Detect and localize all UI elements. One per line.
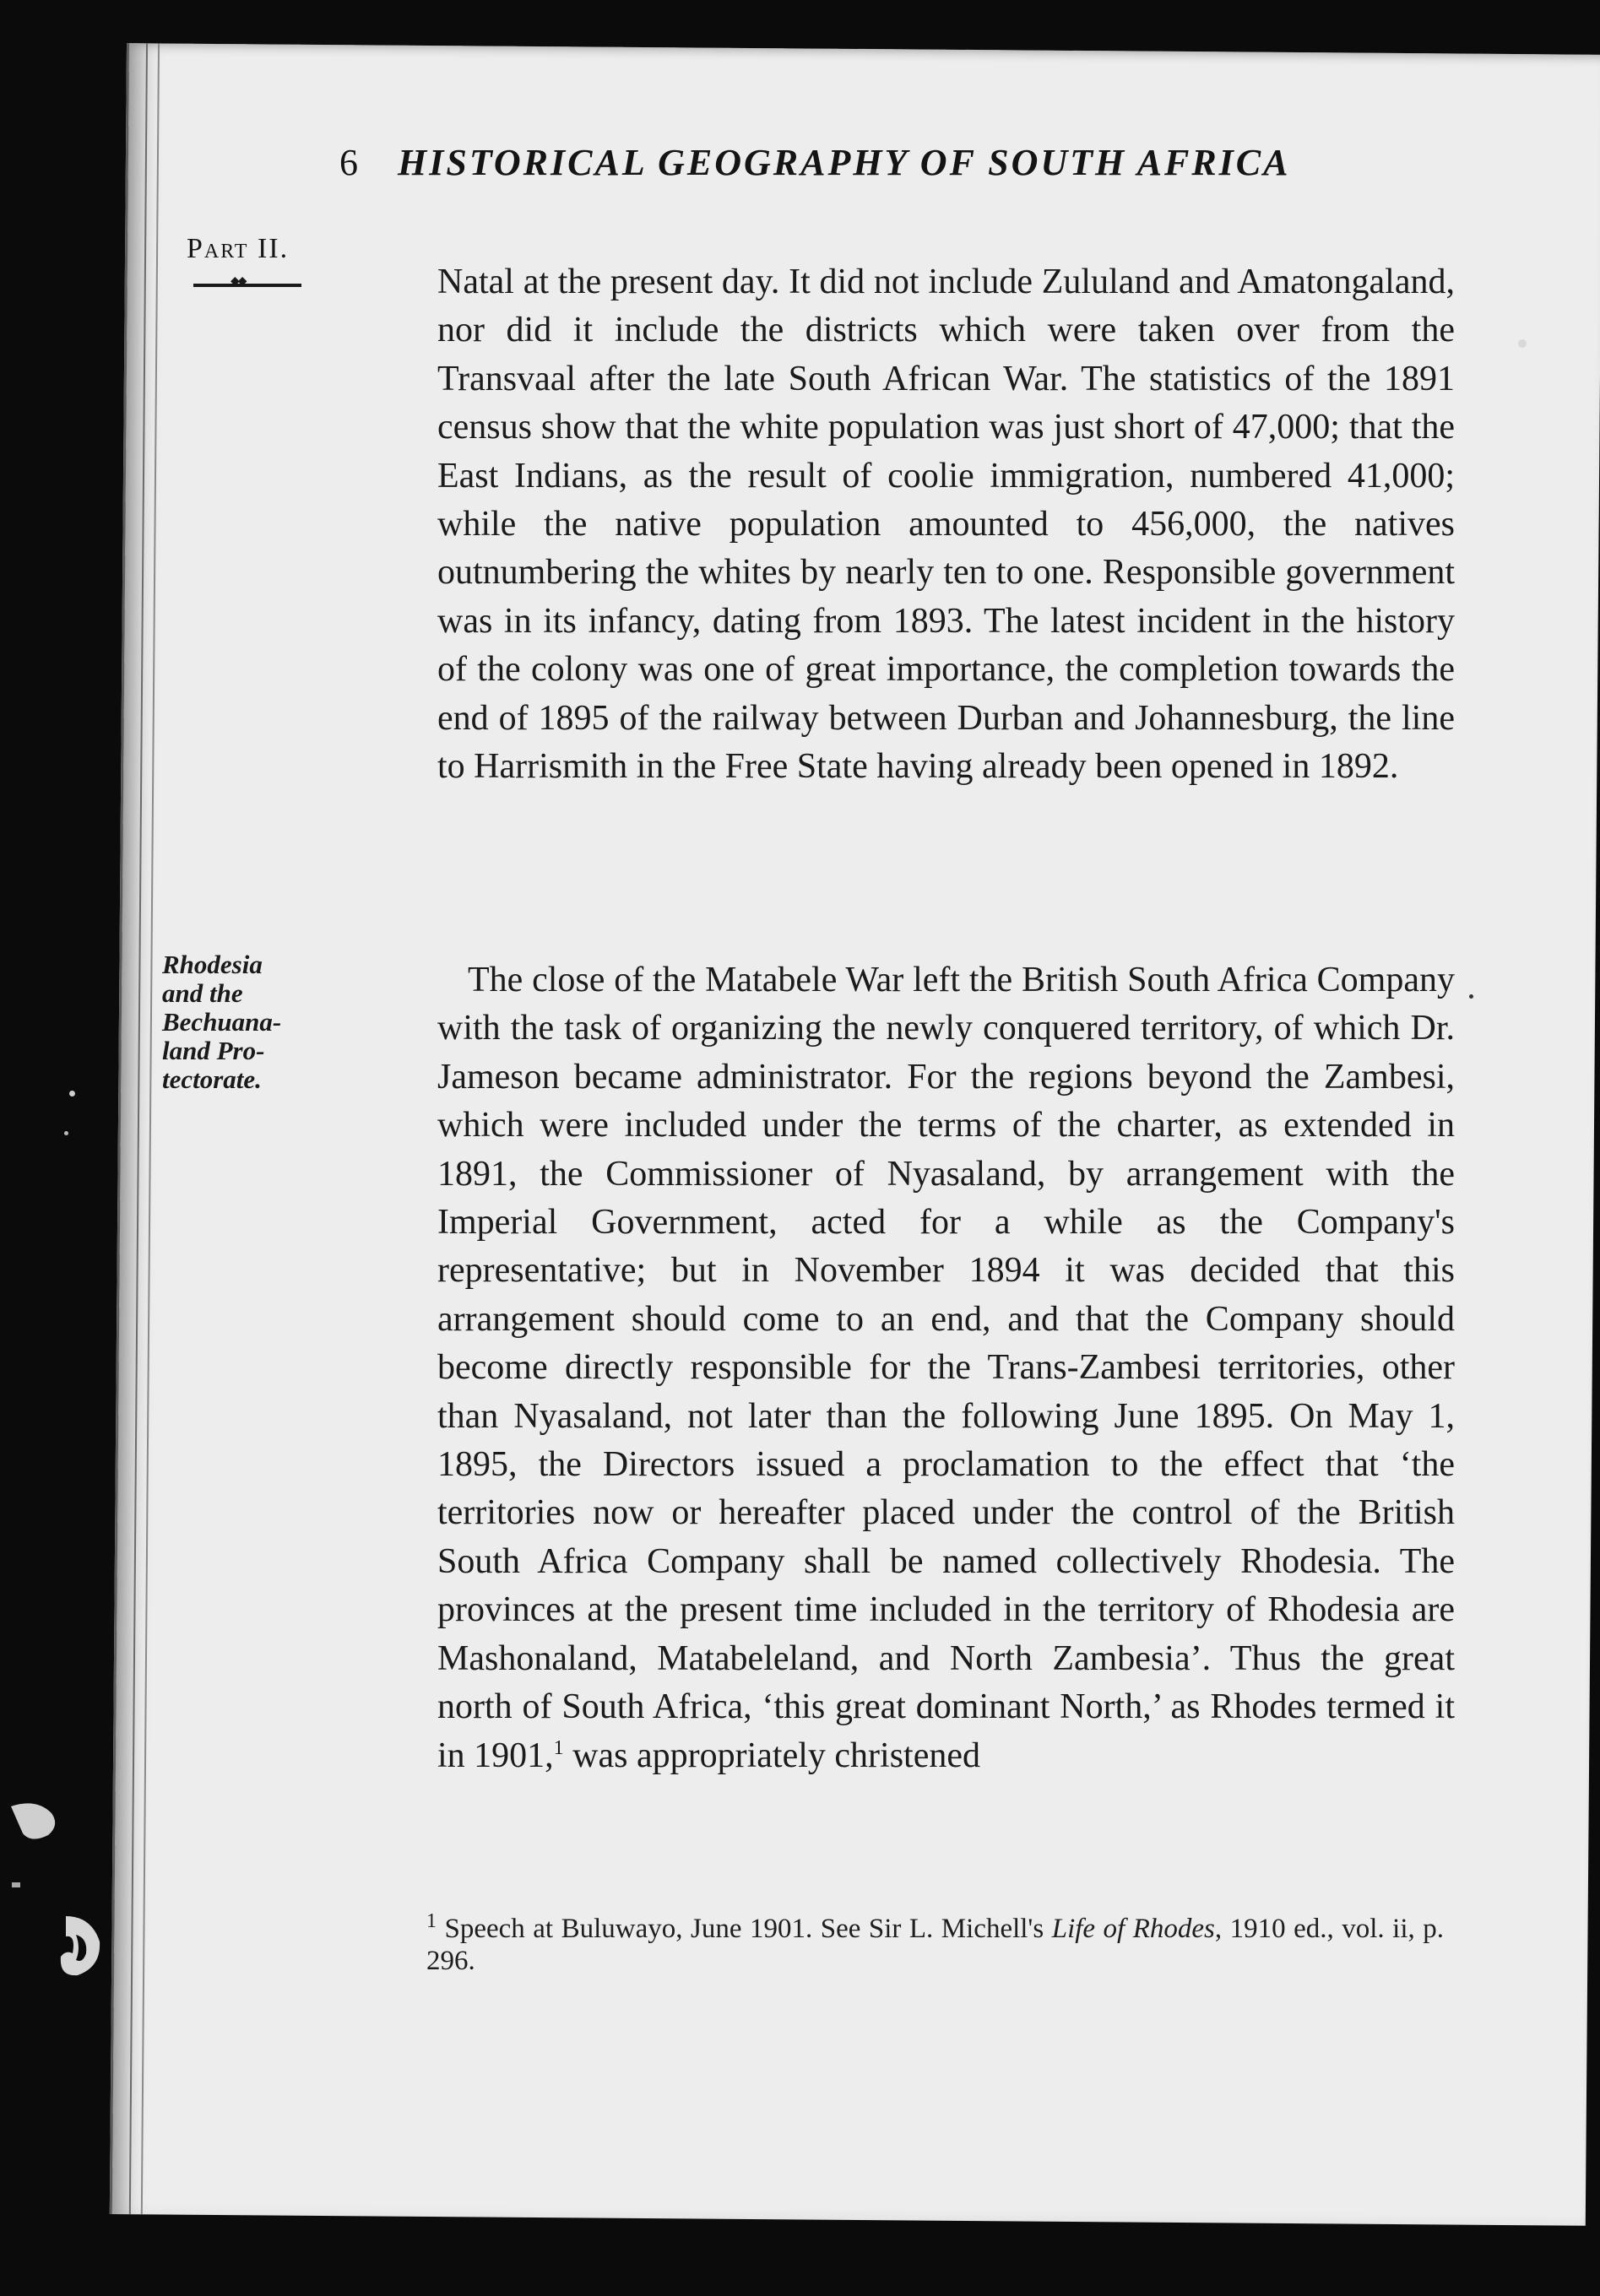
footnote-reference: 1 (553, 1736, 564, 1759)
footnote-marker: 1 (426, 1910, 437, 1932)
paragraph-text: The close of the Matabele War left the British South Africa Company with the task of organizing the newly conquered territory, of which Dr. Jameson became administrator. For the regions beyond the Zambesi, which were included under the terms of the charter, as extended in 1891, the Commissioner of Nyasaland, by arrangement with the Imperial Government, acted for a while as the Company's representative; but in November 1894 it was decided that this arrangement should come to an end, and that the Company should become directly responsible for the Trans-Zambesi territories, other than Nyasaland, not later than the following June 1895. On May 1, 1895, the Directors issued a proclamation to the effect that ‘the territories now or hereafter placed under the control of the British South Africa Company shall be named collectively Rhodesia. The provinces at the present time included in the territory of Rhodesia are Mashonaland, Matabeleland, and North Zambesia’. Thus the great north of South Africa, ‘this great dominant North,’ as Rhodes termed it in 1901, (437, 961, 1455, 1775)
scan-artifact-icon (7, 1790, 106, 2001)
footnote-text-end: , 1910 ed., vol. ii, p. 296. (426, 1914, 1445, 1976)
ornament-rule (193, 284, 301, 287)
running-title: HISTORICAL GEOGRAPHY OF SOUTH AFRICA (398, 142, 1291, 183)
running-head (339, 141, 1437, 184)
footnote (426, 1910, 1445, 1977)
part-label: Part II. (187, 233, 290, 264)
footnote-book-title: Life of Rhodes (1051, 1914, 1215, 1944)
speck (64, 1131, 68, 1135)
sidenote: Rhodesia and the Bechuana- land Pro- tectorate. (162, 950, 282, 1094)
speck (1469, 994, 1473, 999)
paragraph: Natal at the present day. It did not include Zululand and Amatongaland, nor did it include the districts which were taken over from the Transvaal after the late South African War. The statistics of the 1891 census show that the white population was just short of 47,000; that the East Indians, as the result of coolie immigration, numbered 41,000; while the native population amounted to 456,000, the natives outnumbering the whites by nearly ten to one. Responsible government was in its infancy, dating from 1893. The latest incident in the history of the colony was one of great importance, the completion towards the end of 1895 of the railway between Durban and Johannesburg, the line to Harrismith in the Free State having already been opened in 1892. (437, 263, 1455, 787)
speck (69, 1091, 75, 1097)
speck (1518, 339, 1527, 348)
footnote-text: Speech at Buluwayo, June 1901. See Sir L. Michell's (437, 1914, 1052, 1944)
paragraph (437, 956, 1455, 1780)
paragraph-text-end: was appropriately christened (563, 1736, 980, 1775)
page-number: 6 (339, 142, 361, 183)
